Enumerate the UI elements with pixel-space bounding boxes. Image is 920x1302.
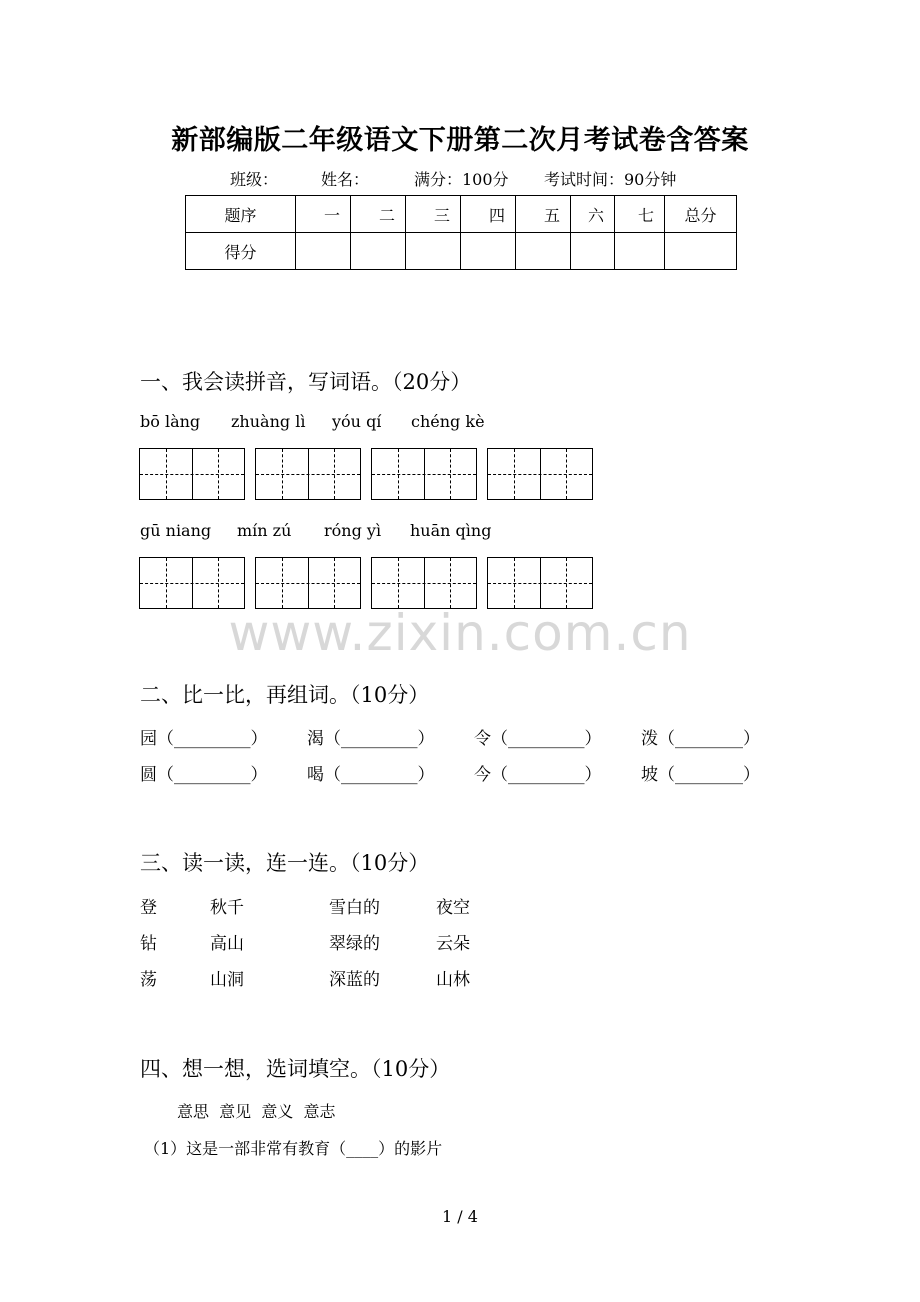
score-cell[interactable] xyxy=(571,233,615,270)
score-cell[interactable] xyxy=(516,233,571,270)
match-item[interactable]: 山林 xyxy=(436,970,470,990)
writing-grid[interactable] xyxy=(139,448,245,500)
pinyin-label: chéng kè xyxy=(411,412,485,431)
match-item[interactable]: 雪白的 xyxy=(329,898,380,918)
writing-grid[interactable] xyxy=(255,448,361,500)
writing-grid[interactable] xyxy=(139,557,245,609)
name-label: 姓名： xyxy=(321,170,370,189)
score-header-cell: 四 xyxy=(461,196,516,233)
class-label: 班级： xyxy=(230,170,279,189)
match-item[interactable]: 山洞 xyxy=(210,970,244,990)
match-item[interactable]: 登 xyxy=(140,898,157,918)
word-blank[interactable]: 泼（________） xyxy=(641,729,760,749)
exam-time: 考试时间：90分钟 xyxy=(544,170,677,189)
page-title: 新部编版二年级语文下册第二次月考试卷含答案 xyxy=(171,125,749,156)
score-header-cell: 一 xyxy=(296,196,351,233)
match-item[interactable]: 秋千 xyxy=(210,898,244,918)
score-table xyxy=(185,195,737,270)
section4-heading: 四、想一想，选词填空。（10分） xyxy=(140,1057,451,1081)
match-item[interactable]: 夜空 xyxy=(436,898,470,918)
match-item[interactable]: 翠绿的 xyxy=(329,934,380,954)
word-blank[interactable]: 渴（_________） xyxy=(307,729,435,749)
writing-grid[interactable] xyxy=(371,557,477,609)
word-options: 意思 意见 意义 意志 xyxy=(177,1102,336,1121)
word-blank[interactable]: 令（_________） xyxy=(474,729,602,749)
score-table-header-row xyxy=(186,196,737,233)
section2-heading: 二、比一比，再组词。（10分） xyxy=(140,683,430,707)
pinyin-label: bō làng xyxy=(140,412,201,431)
score-header-cell: 题序 xyxy=(186,196,296,233)
pinyin-label: zhuàng lì xyxy=(231,412,306,431)
pinyin-label: mín zú xyxy=(237,521,292,540)
writing-grid[interactable] xyxy=(371,448,477,500)
full-score: 满分：100分 xyxy=(414,170,509,189)
score-cell[interactable] xyxy=(351,233,406,270)
section1-heading: 一、我会读拼音，写词语。（20分） xyxy=(140,370,472,394)
pinyin-label: róng yì xyxy=(324,521,382,540)
score-cell[interactable] xyxy=(461,233,516,270)
section3-heading: 三、读一读，连一连。（10分） xyxy=(140,851,430,875)
pinyin-label: huān qìng xyxy=(410,521,492,540)
match-item[interactable]: 钻 xyxy=(140,934,157,954)
writing-grid[interactable] xyxy=(487,448,593,500)
score-header-cell: 总分 xyxy=(665,196,737,233)
page-number: 1 / 4 xyxy=(442,1207,478,1226)
score-cell[interactable] xyxy=(296,233,351,270)
writing-grid[interactable] xyxy=(255,557,361,609)
score-cell[interactable] xyxy=(615,233,665,270)
score-header-cell: 七 xyxy=(615,196,665,233)
score-row-label: 得分 xyxy=(186,233,296,270)
pinyin-label: yóu qí xyxy=(332,412,382,431)
score-header-cell: 六 xyxy=(571,196,615,233)
word-blank[interactable]: 圆（_________） xyxy=(140,765,268,785)
word-blank[interactable]: 园（_________） xyxy=(140,729,268,749)
pinyin-label: gū niang xyxy=(140,521,212,540)
score-table-row xyxy=(186,233,737,270)
question-1[interactable]: （1）这是一部非常有教育（____）的影片 xyxy=(144,1139,443,1158)
score-header-cell: 五 xyxy=(516,196,571,233)
word-blank[interactable]: 喝（_________） xyxy=(307,765,435,785)
match-item[interactable]: 深蓝的 xyxy=(329,970,380,990)
score-cell[interactable] xyxy=(406,233,461,270)
word-blank[interactable]: 坡（________） xyxy=(641,765,760,785)
score-header-cell: 三 xyxy=(406,196,461,233)
writing-grid[interactable] xyxy=(487,557,593,609)
score-header-cell: 二 xyxy=(351,196,406,233)
score-cell[interactable] xyxy=(665,233,737,270)
match-item[interactable]: 高山 xyxy=(210,934,244,954)
word-blank[interactable]: 今（_________） xyxy=(474,765,602,785)
match-item[interactable]: 荡 xyxy=(140,970,157,990)
watermark: www.zixin.com.cn xyxy=(228,604,692,662)
match-item[interactable]: 云朵 xyxy=(436,934,470,954)
